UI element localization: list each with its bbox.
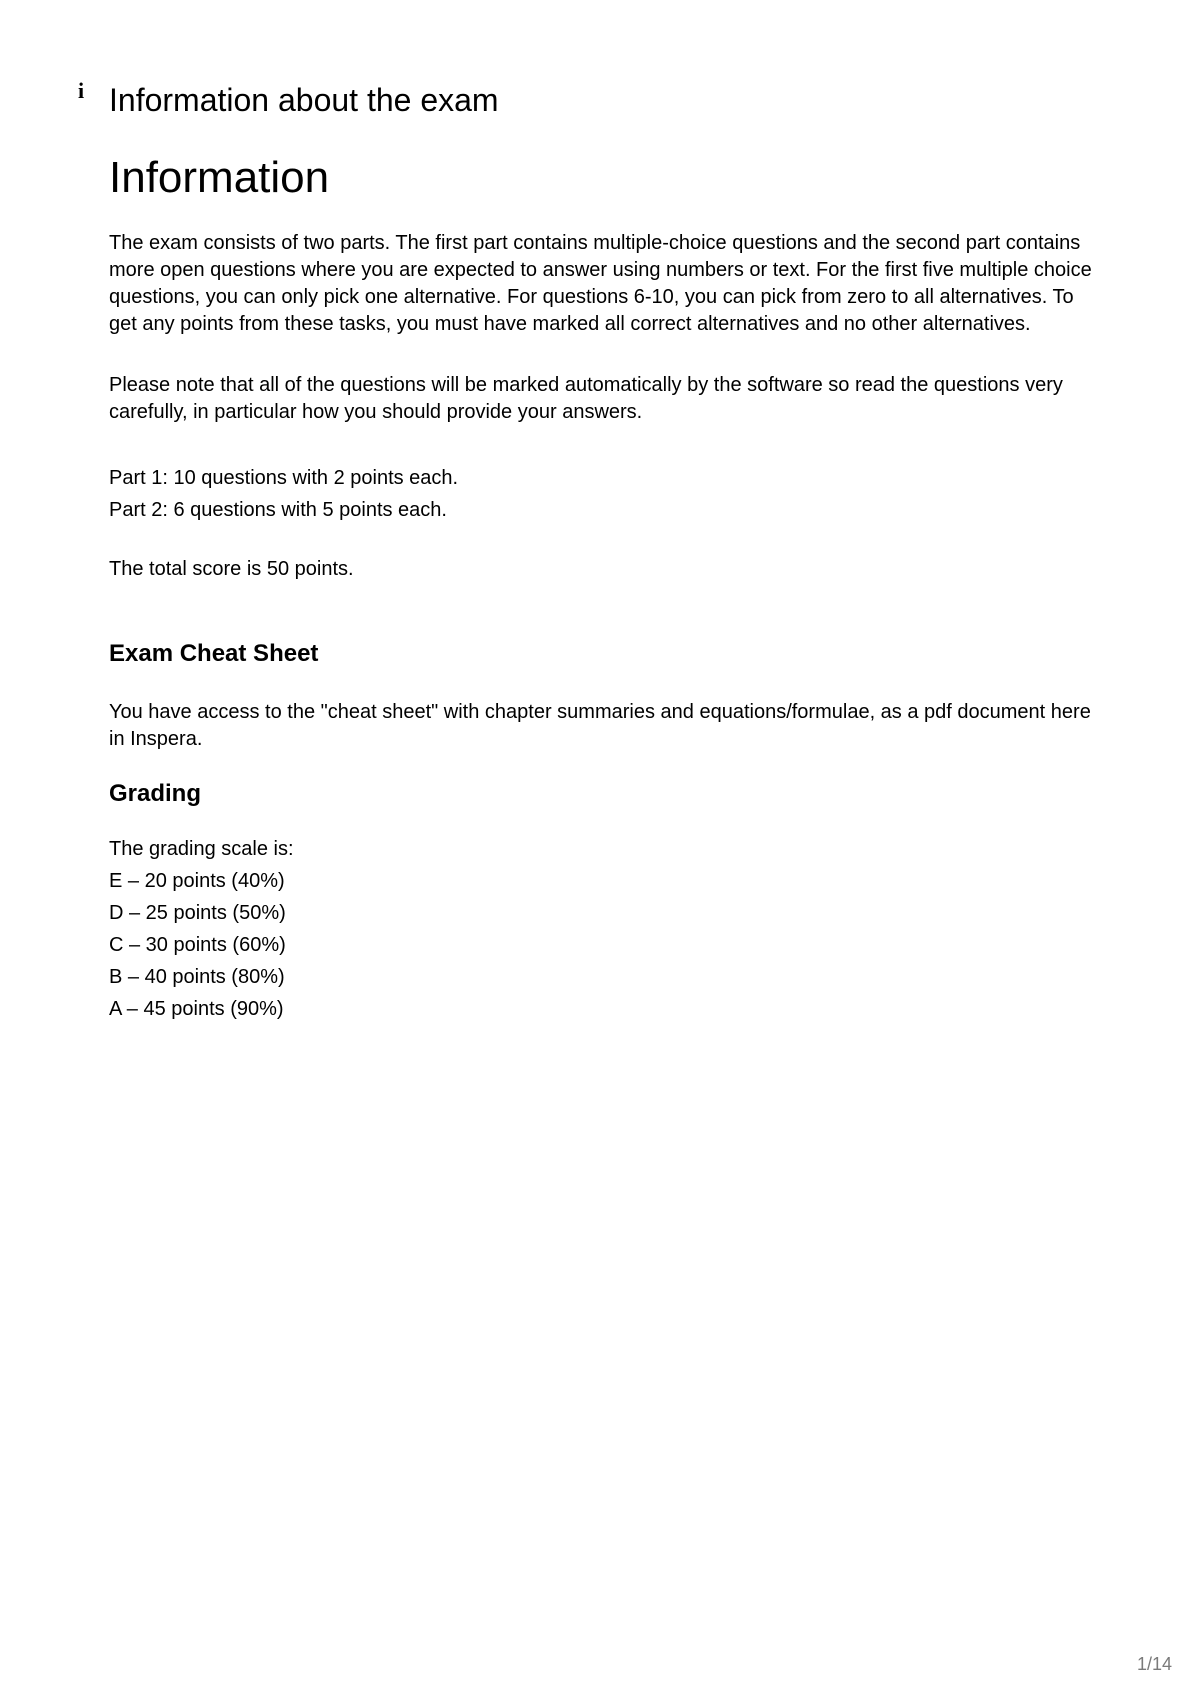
cheat-sheet-heading: Exam Cheat Sheet	[109, 640, 319, 667]
grade-a: A – 45 points (90%)	[109, 998, 284, 1020]
total-score-text: The total score is 50 points.	[109, 558, 354, 580]
cheat-sheet-text: You have access to the "cheat sheet" with chapter summaries and equations/formulae, as a pdf document here in Inspera.	[109, 701, 1091, 750]
automatic-marking-paragraph: Please note that all of the questions will be marked automatically by the software so read the questions very carefully, in particular how you should provide your answers.	[109, 374, 1063, 423]
grading-heading: Grading	[109, 780, 202, 807]
grade-list	[109, 865, 1099, 1025]
section-title: Information about the exam	[109, 82, 499, 118]
exam-structure-paragraph: The exam consists of two parts. The first part contains multiple-choice questions and the second part contains more open questions where you are expected to answer using numbers or text. For the first five multiple choice questions, you can only pick one alternative. For questions 6-10, you can pick from zero to all alternatives. To get any points from these tasks, you must have marked all correct alternatives and no other alternatives.	[109, 232, 1092, 335]
grade-b: B – 40 points (80%)	[109, 966, 285, 988]
exam-information-content	[109, 80, 1099, 1025]
page-title: Information	[109, 153, 330, 202]
parts-list	[109, 462, 1099, 526]
part-1-text: Part 1: 10 questions with 2 points each.	[109, 467, 459, 489]
part-2-text: Part 2: 6 questions with 5 points each.	[109, 499, 447, 521]
grade-e: E – 20 points (40%)	[109, 870, 285, 892]
grade-d: D – 25 points (50%)	[109, 902, 286, 924]
page-number: 1/14	[1136, 1654, 1172, 1674]
info-icon: i	[78, 78, 85, 103]
grade-c: C – 30 points (60%)	[109, 934, 286, 956]
grading-intro: The grading scale is:	[109, 838, 294, 860]
